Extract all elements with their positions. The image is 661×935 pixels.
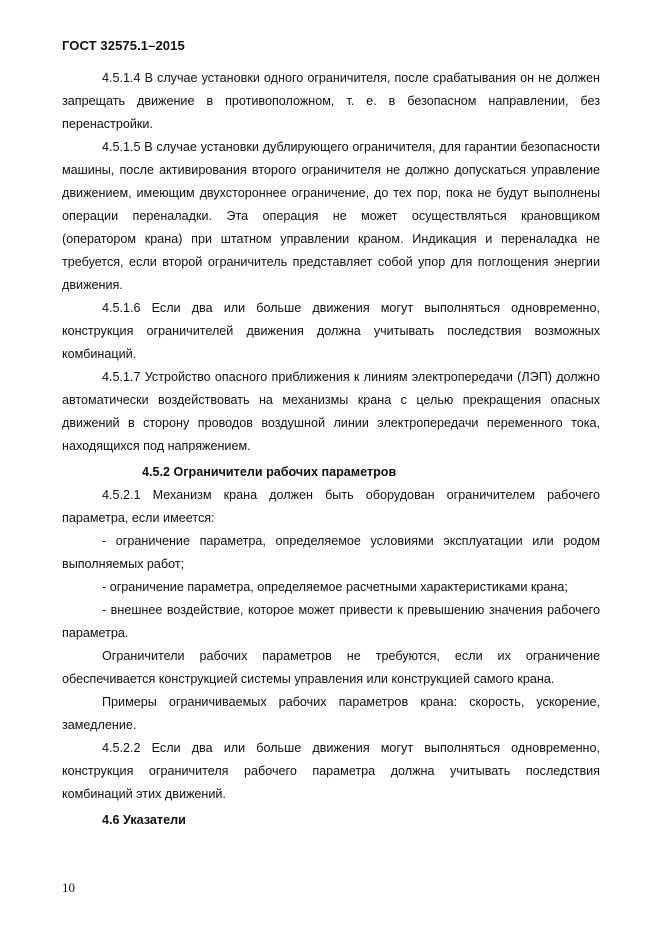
section-heading-4-6: [62, 809, 600, 832]
paragraph-4-5-1-4: 4.5.1.4 В случае установки одного ограничителя, после срабатывания он не должен запрещать движение в противоположном, т. е. в безопасном направлении, без перенастройки.: [62, 71, 600, 131]
paragraph-examples: Примеры ограничиваемых рабочих параметров крана: скорость, ускорение, замедление.: [62, 695, 600, 732]
paragraph-4-5-2-1: 4.5.2.1 Механизм крана должен быть оборудован ограничителем рабочего параметра, если имеется:: [62, 488, 600, 525]
document-code-header: ГОСТ 32575.1–2015: [62, 38, 185, 53]
paragraph-not-required: Ограничители рабочих параметров не требуются, если их ограничение обеспечивается конструкцией системы управления или конструкцией самого крана.: [62, 649, 600, 686]
section-number: 4.6: [102, 813, 120, 827]
page-body: [62, 67, 600, 832]
section-title: Указатели: [123, 813, 186, 827]
list-item: - ограничение параметра, определяемое условиями эксплуатации или родом выполняемых работ;: [62, 534, 600, 571]
paragraph-4-5-1-7: 4.5.1.7 Устройство опасного приближения к линиям электропередачи (ЛЭП) должно автоматически воздействовать на механизмы крана с целью прекращения опасных движений в сторону проводов воздушной линии электропередачи переменного тока, находящихся под напряжением.: [62, 370, 600, 453]
list-item: - ограничение параметра, определяемое расчетными характеристиками крана;: [102, 580, 568, 594]
list-item: - внешнее воздействие, которое может привести к превышению значения рабочего параметра.: [62, 603, 600, 640]
paragraph-4-5-2-2: 4.5.2.2 Если два или больше движения могут выполняться одновременно, конструкция ограничителя рабочего параметра должна учитывать последствия комбинаций этих движений.: [62, 741, 600, 801]
paragraph-4-5-1-6: 4.5.1.6 Если два или больше движения могут выполняться одновременно, конструкция ограничителей движения должна учитывать последствия возможных комбинаций.: [62, 301, 600, 361]
section-heading-4-5-2: [62, 461, 600, 484]
section-title: Ограничители рабочих параметров: [173, 465, 397, 479]
section-number: 4.5.2: [142, 465, 171, 479]
page-number: 10: [62, 880, 75, 895]
paragraph-4-5-1-5: 4.5.1.5 В случае установки дублирующего ограничителя, для гарантии безопасности машины, после активирования второго ограничителя не должно допускаться управление движением, имеющим двухстороннее ограничение, до тех пор, пока не будут выполнены операции переналадки. Эта операция не может осуществляться крановщиком (оператором крана) при штатном управлении краном. Индикация и переналадка не требуется, если второй ограничитель представляет собой упор для поглощения энергии движения.: [62, 140, 600, 292]
